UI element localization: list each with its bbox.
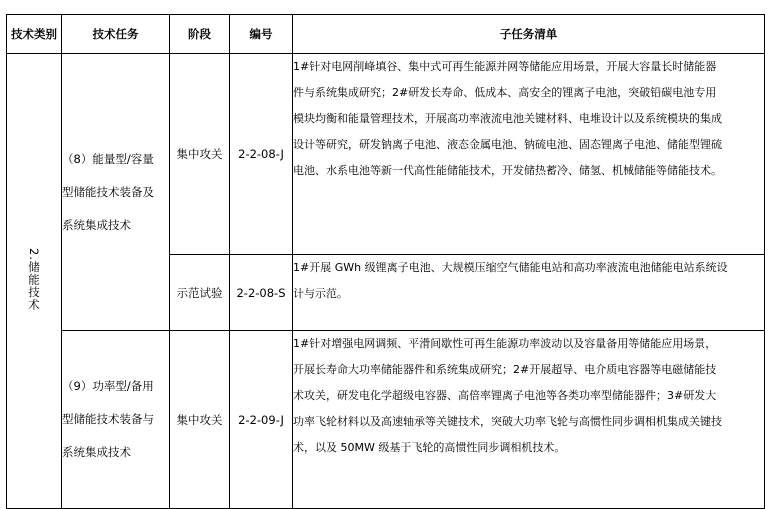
subtask-cell <box>293 331 765 509</box>
subtask-line: 1#针对电网削峰填谷、集中式可再生能源并网等储能应用场景，开展大容量长时储能器 <box>293 60 717 73</box>
task-line: 型储能技术装备与 <box>62 412 154 426</box>
task-cell <box>62 331 170 509</box>
header-category: 技术类别 <box>7 15 62 54</box>
task-line: （9）功率型/备用 <box>62 379 154 393</box>
subtask-line: 1#开展 GWh 级锂离子电池、大规模压缩空气储能电站和高功率液流电池储能电站系统设 <box>293 261 728 274</box>
code-cell: 2-2-08-S <box>230 255 293 331</box>
header-row <box>7 15 765 54</box>
subtask-line: 术攻关，研发电化学超级电容器、高倍率锂离子电池等各类功率型储能器件；3#研发大 <box>293 389 717 402</box>
header-stage: 阶段 <box>170 15 230 54</box>
table-row <box>7 54 765 255</box>
subtask-cell <box>293 54 765 255</box>
subtask-line: 术，以及 50MW 级基于飞轮的高惯性同步调相机技术。 <box>293 441 566 454</box>
category-label: 2.储能技术 <box>27 248 41 311</box>
subtask-line: 电池、水系电池等新一代高性能储能技术，开发储热蓄冷、储氢、机械储能等储能技术。 <box>293 164 722 177</box>
code-cell: 2-2-08-J <box>230 54 293 255</box>
subtask-line: 件与系统集成研究；2#研发长寿命、低成本、高安全的锂离子电池，突破铅碳电池专用 <box>293 86 717 99</box>
task-line: 系统集成技术 <box>62 217 131 232</box>
code-cell: 2-2-09-J <box>230 331 293 509</box>
subtask-line: 设计等研究，研发钠离子电池、液态金属电池、钠硫电池、固态锂离子电池、储能型锂硫 <box>293 138 722 151</box>
task-line: （8）能量型/容量 <box>62 151 154 166</box>
task-line: 系统集成技术 <box>62 445 131 459</box>
category-cell <box>7 54 62 509</box>
subtask-line: 1#针对增强电网调频、平滑间歇性可再生能源功率波动以及容量备用等储能应用场景， <box>293 337 717 350</box>
subtask-line: 开展长寿命大功率储能器件和系统集成研究；2#开展超导、电介质电容器等电磁储能技 <box>293 363 717 376</box>
stage-cell: 示范试验 <box>170 255 230 331</box>
stage-cell: 集中攻关 <box>170 331 230 509</box>
header-subtasks: 子任务清单 <box>293 15 765 54</box>
subtask-cell <box>293 255 765 331</box>
stage-cell: 集中攻关 <box>170 54 230 255</box>
subtask-line: 功率飞轮材料以及高速轴承等关键技术，突破大功率飞轮与高惯性同步调相机集成关键技 <box>293 415 722 428</box>
table-row <box>7 331 765 509</box>
task-line: 型储能技术装备及 <box>62 184 154 199</box>
tech-task-table <box>6 14 765 509</box>
subtask-line: 计与示范。 <box>293 287 348 300</box>
task-cell <box>62 54 170 331</box>
header-task: 技术任务 <box>62 15 170 54</box>
header-code: 编号 <box>230 15 293 54</box>
subtask-line: 模块均衡和能量管理技术，开展高功率液流电池关键材料、电堆设计以及系统模块的集成 <box>293 112 722 125</box>
